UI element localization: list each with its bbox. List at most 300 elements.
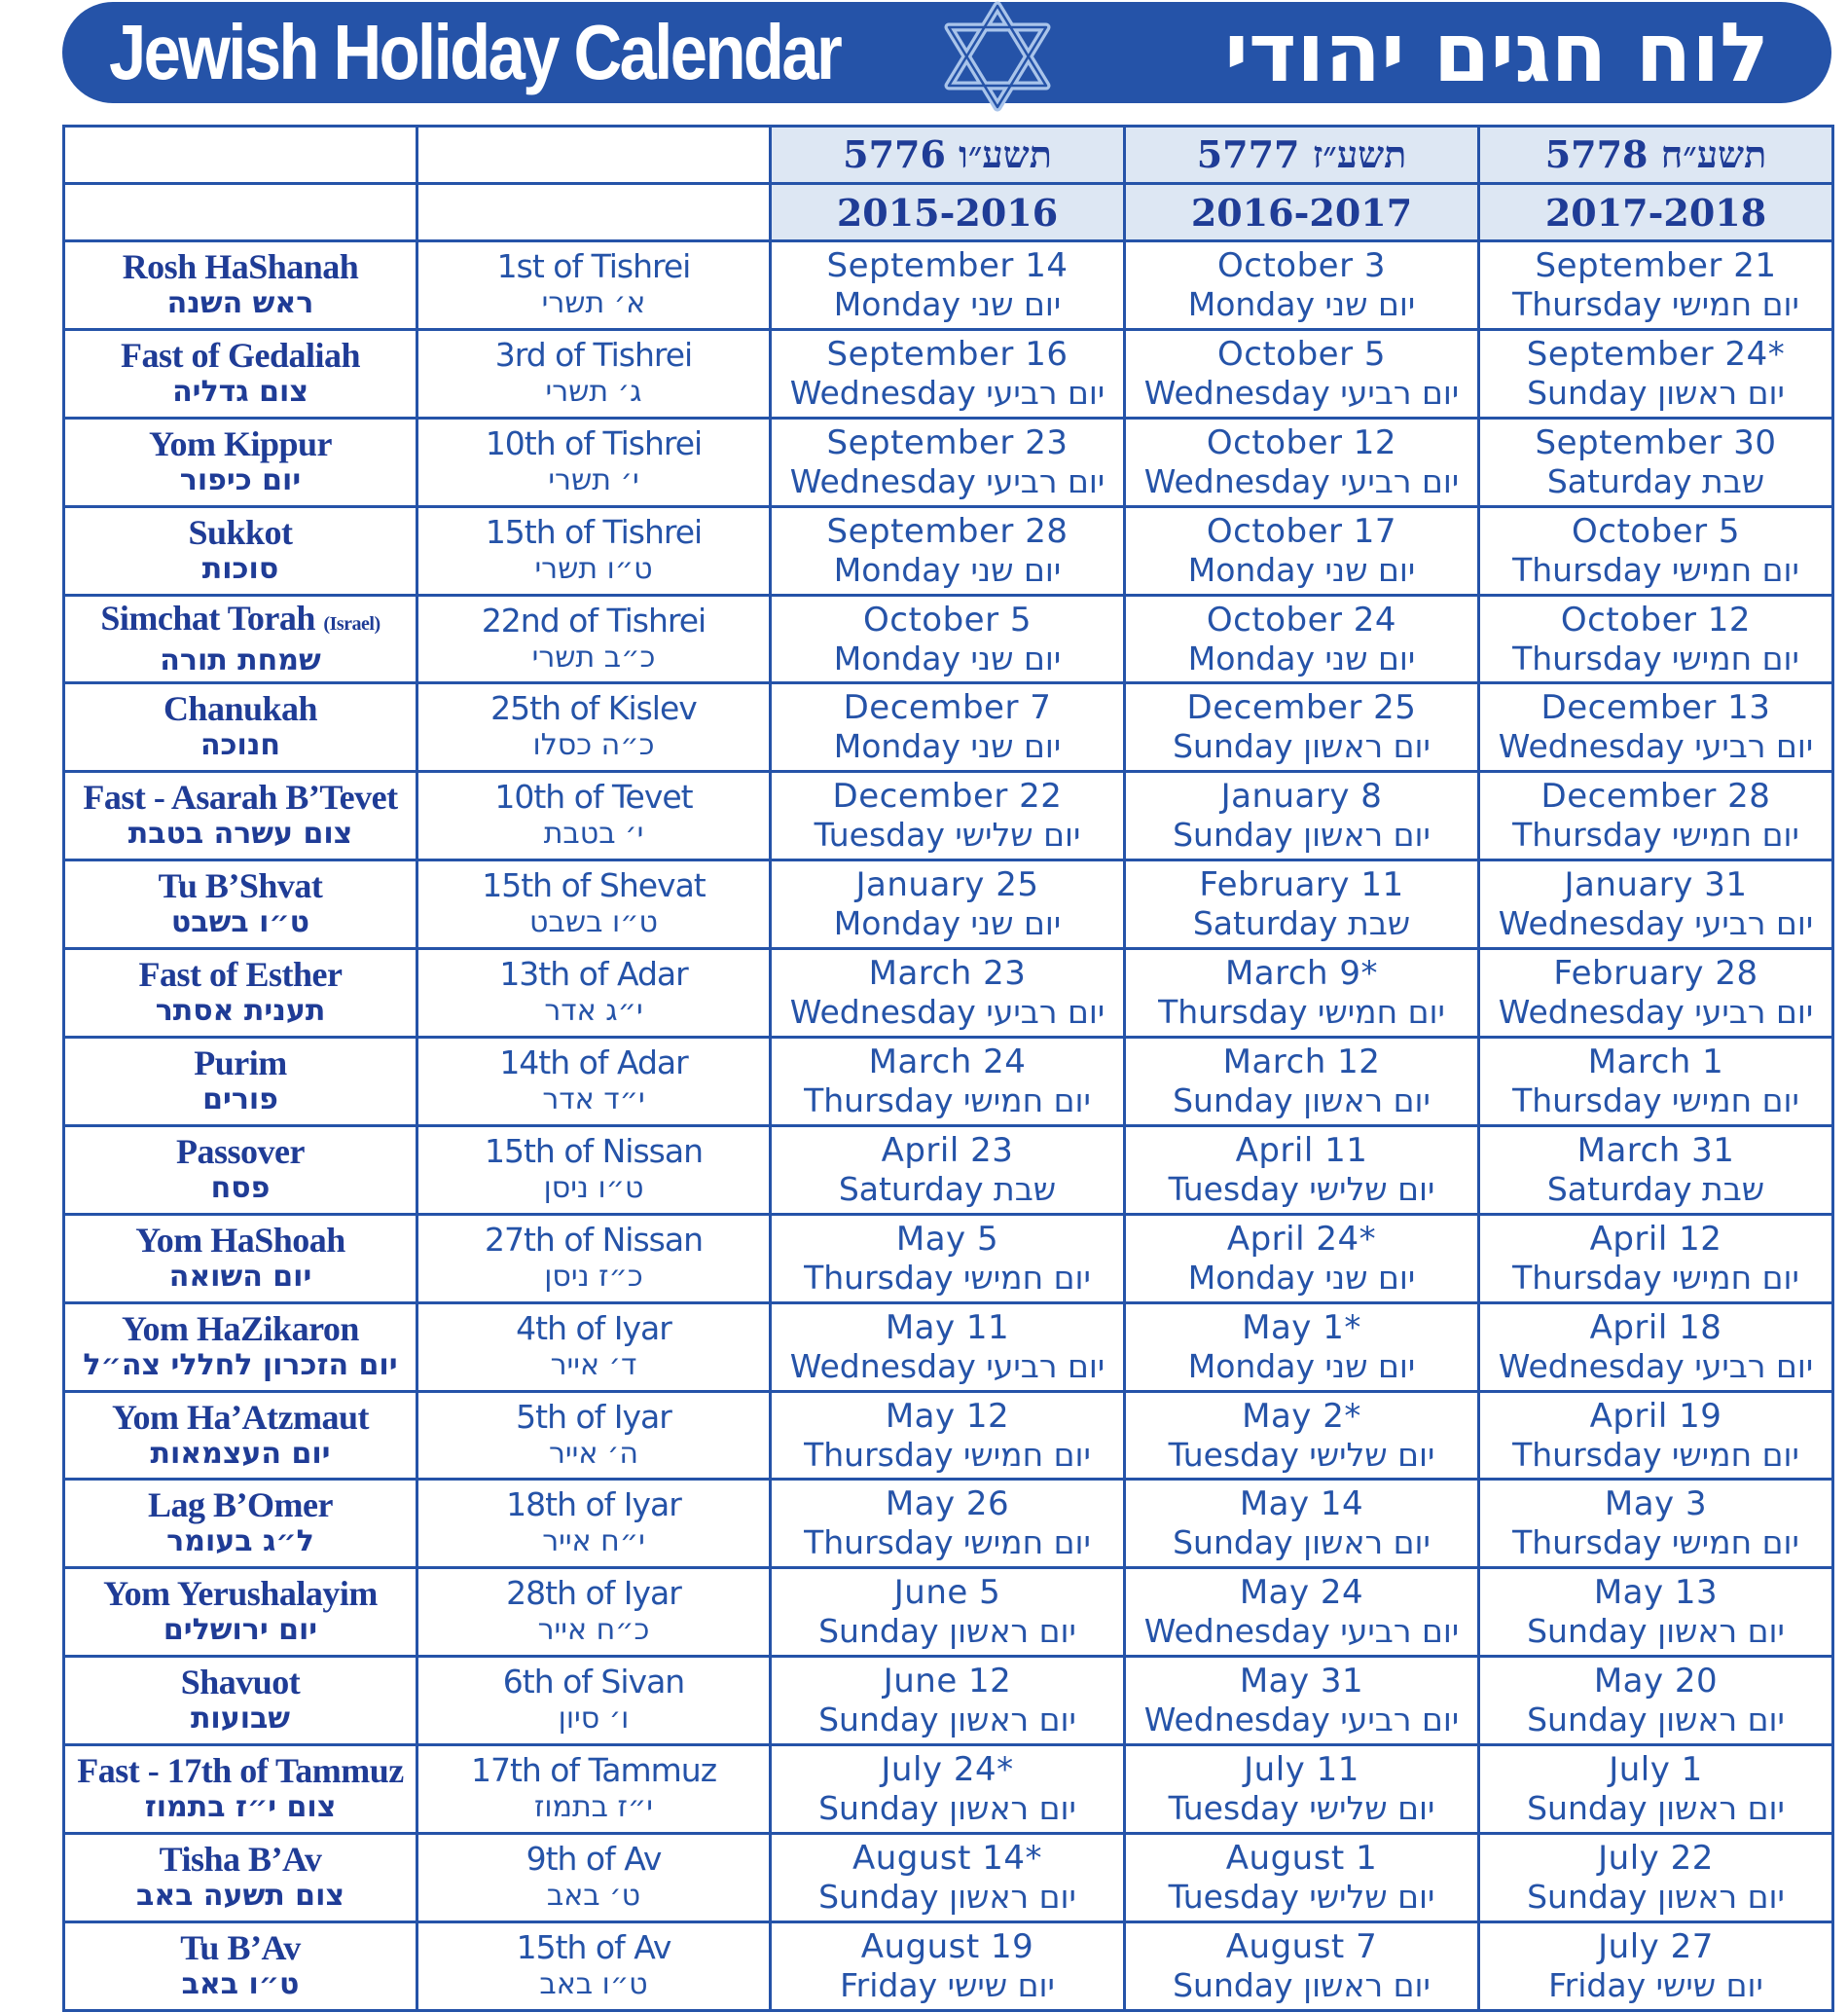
- gregorian-date-cell: [1479, 1568, 1833, 1657]
- gregorian-date-cell: [1125, 772, 1479, 860]
- gregorian-date: March 24: [868, 1042, 1027, 1081]
- holiday-name-cell: [64, 1214, 417, 1302]
- weekday-en: Tuesday: [1168, 1877, 1299, 1916]
- gregorian-date-cell: [771, 1038, 1125, 1126]
- holiday-name-cell: [64, 772, 417, 860]
- weekday: [772, 1347, 1123, 1385]
- weekday-en: Thursday: [1512, 1523, 1662, 1562]
- holiday-name-en-text: Yom Ha’Atzmaut: [112, 1397, 369, 1437]
- hebrew-date-he: כ״ה כסלו: [532, 728, 655, 763]
- gregorian-date: December 7: [843, 688, 1052, 728]
- gregorian-date: May 5: [895, 1219, 999, 1259]
- holiday-name-en-text: Yom Yerushalayim: [103, 1574, 378, 1614]
- weekday-he: שבת: [1702, 461, 1765, 500]
- holiday-row: [64, 772, 1833, 860]
- weekday-en: Sunday: [1173, 1080, 1293, 1119]
- weekday: [1126, 1789, 1477, 1827]
- gregorian-date-cell: [1125, 1921, 1479, 2010]
- gregorian-date-cell: [1125, 418, 1479, 506]
- title-hebrew: לוח חגים יהודי: [1224, 5, 1769, 100]
- holiday-name-he: יום הזכרון לחללי צה״ל: [83, 1347, 398, 1382]
- gregorian-date: September 16: [826, 334, 1069, 374]
- hebrew-date-he: כ״ח אייר: [537, 1613, 650, 1648]
- holiday-name-he: יום ירושלים: [163, 1613, 318, 1648]
- hebrew-date-en: 18th of Iyar: [506, 1485, 681, 1524]
- weekday: [772, 816, 1123, 854]
- year-hebrew-header: 5776 תשע״ו: [771, 127, 1125, 184]
- holiday-name-cell: [64, 1302, 417, 1391]
- weekday-he: יום שלישי: [1309, 1877, 1435, 1916]
- weekday: [772, 1259, 1123, 1297]
- hebrew-date-he: ד׳ אייר: [550, 1347, 637, 1382]
- holiday-name-he: תענית אסתר: [155, 994, 326, 1029]
- holiday-name-en: [65, 600, 416, 642]
- gregorian-date-cell: [1479, 772, 1833, 860]
- gregorian-date: May 3: [1604, 1484, 1708, 1524]
- weekday: [1126, 1170, 1477, 1208]
- weekday-he: יום שלישי: [1309, 1789, 1435, 1828]
- hebrew-date-cell: [417, 1214, 771, 1302]
- weekday: [772, 1878, 1123, 1916]
- weekday-he: יום ראשון: [1657, 1789, 1785, 1828]
- hebrew-date-cell: [417, 241, 771, 330]
- holiday-name-en-text: Lag B’Omer: [148, 1485, 333, 1525]
- gregorian-date: May 2*: [1242, 1396, 1361, 1436]
- weekday: [772, 551, 1123, 589]
- hebrew-date-cell: [417, 1302, 771, 1391]
- gregorian-date: February 28: [1553, 954, 1758, 994]
- holiday-name-cell: [64, 1391, 417, 1480]
- weekday: [1126, 1878, 1477, 1916]
- holiday-name-en: [65, 1929, 416, 1966]
- gregorian-date-cell: [1479, 1125, 1833, 1214]
- gregorian-date-cell: [771, 241, 1125, 330]
- weekday-he: יום חמישי: [1672, 1258, 1799, 1297]
- gregorian-date-cell: [1125, 595, 1479, 683]
- hebrew-date-he: כ״ב תשרי: [531, 640, 656, 675]
- gregorian-date-cell: [1479, 949, 1833, 1038]
- holiday-name-en-text: Shavuot: [180, 1663, 301, 1702]
- weekday-en: Wednesday: [789, 993, 976, 1032]
- holiday-row: [64, 860, 1833, 949]
- year-hebrew-header: 5778 תשע״ח: [1479, 127, 1833, 184]
- title-english: Jewish Holiday Calendar: [109, 9, 841, 95]
- hebrew-date-en: 22nd of Tishrei: [481, 601, 707, 640]
- weekday-en: Saturday: [1192, 904, 1338, 943]
- gregorian-date: June 5: [893, 1573, 1001, 1613]
- hebrew-date-en: 6th of Sivan: [502, 1663, 685, 1701]
- gregorian-date: April 11: [1235, 1130, 1368, 1170]
- gregorian-date-cell: [1125, 1214, 1479, 1302]
- weekday-he: יום שלישי: [1309, 1169, 1435, 1208]
- holiday-name-note: (Israel): [323, 612, 380, 635]
- holiday-name-cell: [64, 329, 417, 418]
- weekday: [1480, 1259, 1831, 1297]
- holiday-row: [64, 1657, 1833, 1745]
- hebrew-date-en: 25th of Kislev: [490, 689, 697, 728]
- hebrew-date-cell: [417, 772, 771, 860]
- weekday-he: יום חמישי: [1672, 1080, 1799, 1119]
- gregorian-date: March 31: [1576, 1130, 1735, 1170]
- hebrew-date-he: א׳ תשרי: [541, 285, 646, 320]
- weekday-he: יום שלישי: [1309, 1435, 1435, 1474]
- holiday-name-he: צום י״ז בתמוז: [144, 1790, 337, 1825]
- holiday-row: [64, 1921, 1833, 2010]
- weekday-en: Thursday: [1512, 816, 1662, 855]
- hebrew-date-cell: [417, 595, 771, 683]
- weekday: [1480, 1966, 1831, 2004]
- holiday-name-cell: [64, 1657, 417, 1745]
- weekday: [772, 462, 1123, 500]
- holiday-row: [64, 1568, 1833, 1657]
- hebrew-date-he: י׳ בטבת: [543, 817, 644, 852]
- holiday-name-cell: [64, 1125, 417, 1214]
- holiday-name-he: יום השואה: [168, 1259, 312, 1294]
- hebrew-date-cell: [417, 1038, 771, 1126]
- hebrew-date-en: 15th of Av: [516, 1927, 671, 1966]
- holiday-name-en: [65, 1310, 416, 1347]
- weekday-he: יום רביעי: [1340, 1612, 1460, 1651]
- year-gregorian-header: 2016-2017: [1125, 184, 1479, 241]
- gregorian-date-cell: [1125, 1125, 1479, 1214]
- gregorian-date-cell: [1125, 1391, 1479, 1480]
- gregorian-date: April 23: [881, 1130, 1014, 1170]
- gregorian-date-cell: [771, 1745, 1125, 1834]
- weekday-he: יום חמישי: [963, 1523, 1091, 1562]
- weekday-en: Monday: [833, 904, 961, 943]
- gregorian-date: August 19: [860, 1926, 1034, 1966]
- gregorian-date: January 31: [1564, 865, 1748, 905]
- gregorian-date: September 30: [1535, 422, 1777, 462]
- weekday: [1126, 1701, 1477, 1738]
- weekday-en: Thursday: [1512, 1435, 1662, 1474]
- gregorian-date-cell: [1479, 1921, 1833, 2010]
- hebrew-date-en: 9th of Av: [525, 1839, 662, 1878]
- weekday-en: Monday: [833, 639, 961, 677]
- weekday-en: Sunday: [1527, 1612, 1648, 1651]
- gregorian-date: October 12: [1560, 600, 1752, 640]
- hebrew-date-en: 15th of Tishrei: [485, 512, 703, 551]
- holiday-name-cell: [64, 1921, 417, 2010]
- weekday: [1480, 640, 1831, 677]
- weekday: [1126, 1523, 1477, 1561]
- gregorian-date-cell: [1125, 683, 1479, 772]
- weekday: [1480, 551, 1831, 589]
- weekday: [1126, 374, 1477, 412]
- gregorian-date: April 12: [1589, 1219, 1722, 1259]
- holiday-row: [64, 1125, 1833, 1214]
- hebrew-date-he: ג׳ תשרי: [545, 374, 642, 409]
- weekday-en: Tuesday: [1168, 1789, 1299, 1828]
- holiday-name-en-text: Sukkot: [188, 512, 293, 552]
- hebrew-date-cell: [417, 1921, 771, 2010]
- gregorian-date-cell: [1479, 595, 1833, 683]
- hebrew-date-cell: [417, 418, 771, 506]
- gregorian-date-cell: [1125, 329, 1479, 418]
- gregorian-date-cell: [1479, 1480, 1833, 1568]
- weekday: [1126, 904, 1477, 942]
- gregorian-date-cell: [771, 595, 1125, 683]
- gregorian-date: May 26: [885, 1484, 1010, 1524]
- gregorian-date: April 24*: [1226, 1219, 1377, 1259]
- holiday-name-he: יום כיפור: [179, 462, 302, 497]
- holiday-name-en: [65, 956, 416, 993]
- hebrew-date-en: 5th of Iyar: [516, 1397, 671, 1436]
- weekday-he: יום שני: [970, 727, 1062, 766]
- holiday-name-he: יום העצמאות: [150, 1436, 331, 1471]
- gregorian-date: December 25: [1186, 688, 1417, 728]
- hebrew-date-he: י״ד אדר: [542, 1081, 645, 1116]
- weekday: [1126, 727, 1477, 765]
- gregorian-date-cell: [771, 1568, 1125, 1657]
- weekday-he: יום ראשון: [1657, 1701, 1785, 1739]
- gregorian-date-cell: [1479, 1745, 1833, 1834]
- weekday: [1126, 816, 1477, 854]
- gregorian-date: May 14: [1239, 1484, 1364, 1524]
- gregorian-date-cell: [771, 1480, 1125, 1568]
- weekday-en: Wednesday: [789, 1346, 976, 1385]
- hebrew-date-cell: [417, 1391, 771, 1480]
- hebrew-date-he: ט״ו בשבט: [529, 905, 658, 940]
- weekday-en: Sunday: [1173, 1523, 1293, 1562]
- holiday-name-he: ל״ג בעומר: [166, 1524, 314, 1559]
- gregorian-date: October 3: [1216, 245, 1386, 285]
- weekday-en: Monday: [1187, 1258, 1316, 1297]
- weekday-en: Sunday: [818, 1789, 939, 1828]
- weekday-he: יום חמישי: [963, 1080, 1091, 1119]
- gregorian-date: July 24*: [881, 1750, 1014, 1790]
- weekday: [1126, 1347, 1477, 1385]
- holiday-name-en-text: Purim: [194, 1043, 287, 1082]
- year-gregorian-header: 2017-2018: [1479, 184, 1833, 241]
- gregorian-date-cell: [771, 1834, 1125, 1922]
- weekday-he: יום רביעי: [986, 1346, 1105, 1385]
- holiday-name-cell: [64, 860, 417, 949]
- gregorian-date: March 12: [1222, 1042, 1381, 1081]
- holiday-name-en-text: Tu B’Av: [180, 1927, 301, 1967]
- gregorian-date-cell: [1125, 1657, 1479, 1745]
- weekday-en: Friday: [840, 1965, 938, 2004]
- hebrew-date-cell: [417, 683, 771, 772]
- gregorian-date: March 1: [1587, 1042, 1724, 1081]
- holiday-row: [64, 949, 1833, 1038]
- holiday-name-en: [65, 1841, 416, 1878]
- weekday-en: Wednesday: [1498, 993, 1685, 1032]
- gregorian-date-cell: [771, 1214, 1125, 1302]
- weekday-he: יום ראשון: [1657, 1877, 1785, 1916]
- gregorian-date: September 24*: [1526, 334, 1786, 374]
- gregorian-date: January 8: [1220, 777, 1383, 817]
- weekday-he: יום רביעי: [1340, 373, 1460, 412]
- gregorian-date: October 5: [862, 600, 1032, 640]
- gregorian-date-cell: [771, 1125, 1125, 1214]
- weekday-he: יום רביעי: [986, 461, 1105, 500]
- gregorian-date-cell: [1479, 1657, 1833, 1745]
- weekday-en: Sunday: [1527, 1789, 1648, 1828]
- gregorian-date-cell: [1479, 418, 1833, 506]
- hebrew-date-he: י״ז בתמוז: [534, 1790, 653, 1825]
- holiday-name-he: ט״ו באב: [181, 1966, 300, 2001]
- holiday-name-cell: [64, 1568, 417, 1657]
- weekday: [1126, 1259, 1477, 1297]
- weekday-en: Monday: [1187, 550, 1316, 589]
- weekday: [1480, 1081, 1831, 1119]
- weekday-he: יום רביעי: [986, 993, 1105, 1032]
- weekday: [772, 1436, 1123, 1474]
- weekday-he: יום ראשון: [1303, 1080, 1431, 1119]
- year-header-row-gregorian: [64, 184, 1833, 241]
- hebrew-date-cell: [417, 329, 771, 418]
- weekday: [772, 1612, 1123, 1650]
- gregorian-date-cell: [1125, 1745, 1479, 1834]
- weekday: [1126, 1966, 1477, 2004]
- weekday: [1480, 1612, 1831, 1650]
- gregorian-date-cell: [1479, 1391, 1833, 1480]
- gregorian-date-cell: [1479, 1214, 1833, 1302]
- hebrew-date-cell: [417, 1745, 771, 1834]
- gregorian-date-cell: [1125, 1038, 1479, 1126]
- holiday-row: [64, 1745, 1833, 1834]
- holiday-name-en-text: Tu B’Shvat: [158, 866, 323, 906]
- weekday-en: Saturday: [1546, 461, 1692, 500]
- weekday-en: Sunday: [1173, 816, 1293, 855]
- holiday-row: [64, 1302, 1833, 1391]
- weekday-en: Monday: [833, 550, 961, 589]
- gregorian-date-cell: [1125, 949, 1479, 1038]
- gregorian-date-cell: [771, 1302, 1125, 1391]
- hebrew-date-en: 10th of Tishrei: [485, 423, 703, 462]
- weekday: [1126, 640, 1477, 677]
- hebrew-date-en: 14th of Adar: [499, 1043, 688, 1081]
- weekday: [772, 1701, 1123, 1738]
- gregorian-date-cell: [1479, 1038, 1833, 1126]
- holiday-name-he: פורים: [202, 1081, 278, 1116]
- hebrew-date-en: 4th of Iyar: [516, 1308, 671, 1347]
- holiday-name-he: סוכות: [201, 551, 279, 586]
- weekday: [1480, 816, 1831, 854]
- gregorian-date: July 11: [1244, 1750, 1359, 1790]
- gregorian-date: October 12: [1206, 422, 1397, 462]
- gregorian-date: April 18: [1589, 1307, 1722, 1347]
- weekday-en: Sunday: [1527, 1877, 1648, 1916]
- holiday-name-en-text: Fast - Asarah B’Tevet: [83, 778, 398, 818]
- holiday-name-en-text: Chanukah: [163, 689, 318, 729]
- holiday-name-cell: [64, 595, 417, 683]
- holiday-name-en-text: Rosh HaShanah: [122, 246, 359, 286]
- weekday-en: Sunday: [818, 1701, 939, 1739]
- gregorian-date-cell: [771, 329, 1125, 418]
- holiday-name-en: [65, 1486, 416, 1523]
- weekday: [1126, 993, 1477, 1031]
- gregorian-date-cell: [1479, 1834, 1833, 1922]
- weekday: [1480, 285, 1831, 323]
- gregorian-date-cell: [771, 1391, 1125, 1480]
- weekday-en: Wednesday: [1498, 1346, 1685, 1385]
- weekday-he: יום ראשון: [1657, 373, 1785, 412]
- holiday-row: [64, 241, 1833, 330]
- header-empty-cell: [417, 184, 771, 241]
- holiday-name-he: צום עשרה בטבת: [127, 817, 353, 852]
- weekday-he: יום ראשון: [1303, 727, 1431, 766]
- holiday-name-en-text: Passover: [176, 1131, 305, 1171]
- gregorian-date: September 28: [826, 511, 1069, 551]
- weekday-he: יום שני: [1324, 1346, 1416, 1385]
- holiday-name-he: פסח: [210, 1170, 271, 1205]
- gregorian-date-cell: [771, 1657, 1125, 1745]
- header-empty-cell: [417, 127, 771, 184]
- holiday-name-cell: [64, 683, 417, 772]
- weekday-he: שבת: [994, 1169, 1057, 1208]
- weekday-he: יום שני: [970, 639, 1062, 677]
- weekday-en: Sunday: [818, 1612, 939, 1651]
- weekday-he: יום שני: [1324, 284, 1416, 323]
- holiday-name-cell: [64, 241, 417, 330]
- weekday-en: Saturday: [838, 1169, 984, 1208]
- weekday-he: יום שישי: [1655, 1965, 1763, 2004]
- holiday-row: [64, 1834, 1833, 1922]
- gregorian-date-cell: [1125, 860, 1479, 949]
- holiday-name-en: [65, 337, 416, 374]
- weekday-en: Thursday: [804, 1435, 954, 1474]
- gregorian-date-cell: [771, 1921, 1125, 2010]
- holiday-name-he: צום גדליה: [172, 374, 308, 409]
- hebrew-date-he: ט״ו באב: [539, 1966, 648, 2001]
- holiday-name-en-text: Simchat Torah: [100, 598, 315, 638]
- gregorian-date: December 22: [832, 777, 1063, 817]
- holiday-name-en-text: Fast of Gedaliah: [120, 335, 360, 375]
- gregorian-date: June 12: [883, 1662, 1012, 1701]
- weekday-en: Monday: [1187, 639, 1316, 677]
- hebrew-date-he: י״ח אייר: [542, 1524, 645, 1559]
- holiday-name-cell: [64, 1834, 417, 1922]
- weekday-en: Tuesday: [1168, 1435, 1299, 1474]
- holiday-row: [64, 1391, 1833, 1480]
- hebrew-date-cell: [417, 1657, 771, 1745]
- header-empty-cell: [64, 184, 417, 241]
- hebrew-date-en: 28th of Iyar: [506, 1574, 681, 1613]
- weekday-en: Sunday: [1173, 1965, 1293, 2004]
- hebrew-date-he: ו׳ סיון: [558, 1701, 630, 1737]
- gregorian-date-cell: [1125, 506, 1479, 595]
- hebrew-date-en: 15th of Nissan: [484, 1131, 703, 1170]
- gregorian-date: March 23: [868, 954, 1027, 994]
- weekday-he: יום שני: [1324, 639, 1416, 677]
- holiday-name-en: [65, 1222, 416, 1259]
- weekday: [1126, 551, 1477, 589]
- weekday-he: יום ראשון: [949, 1612, 1076, 1651]
- gregorian-date-cell: [771, 683, 1125, 772]
- gregorian-date: August 1: [1225, 1838, 1378, 1878]
- weekday-en: Monday: [833, 284, 961, 323]
- gregorian-date: August 14*: [852, 1838, 1043, 1878]
- holiday-name-en: [65, 1664, 416, 1701]
- hebrew-date-cell: [417, 860, 771, 949]
- holiday-row: [64, 683, 1833, 772]
- weekday: [1126, 1081, 1477, 1119]
- holiday-name-en: [65, 1399, 416, 1436]
- weekday: [772, 1081, 1123, 1119]
- weekday: [1126, 1436, 1477, 1474]
- weekday-he: יום חמישי: [1672, 1435, 1799, 1474]
- gregorian-date-cell: [1125, 1568, 1479, 1657]
- gregorian-date-cell: [771, 418, 1125, 506]
- weekday-he: יום רביעי: [1340, 1701, 1460, 1739]
- weekday: [772, 727, 1123, 765]
- gregorian-date-cell: [1125, 1302, 1479, 1391]
- weekday: [772, 285, 1123, 323]
- weekday-en: Sunday: [1173, 727, 1293, 766]
- hebrew-date-he: י׳ תשרי: [548, 462, 639, 497]
